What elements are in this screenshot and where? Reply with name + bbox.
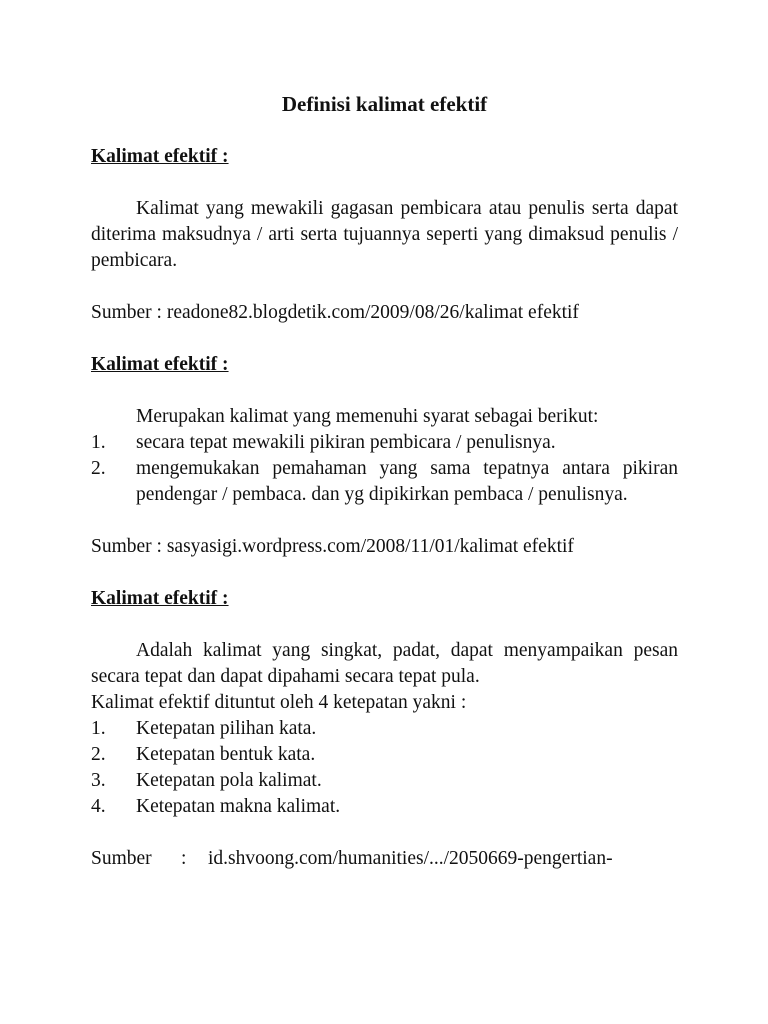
document-title: Definisi kalimat efektif — [281, 92, 488, 116]
list-item — [91, 794, 678, 820]
list-item — [91, 716, 678, 742]
list-text: Ketepatan pola kalimat. — [136, 770, 322, 791]
list-text: secara tepat mewakili pikiran pembicara / penulisnya. — [136, 432, 556, 453]
definition-paragraph: Kalimat yang mewakili gagasan pembicara atau penulis serta dapat diterima maksudnya / arti serta tujuannya seperti yang dimaksud penulis / pembicara. — [91, 198, 678, 271]
ketepatan-list — [91, 716, 678, 820]
source-value: id.shvoong.com/humanities/.../2050669-pengertian- — [208, 848, 613, 869]
document-page — [91, 90, 678, 872]
list-number: 1. — [91, 432, 106, 453]
list-number: 1. — [91, 718, 106, 739]
list-item — [91, 456, 678, 508]
list-text: Ketepatan makna kalimat. — [136, 796, 341, 817]
section-heading: Kalimat efektif : — [91, 588, 229, 609]
list-item — [91, 430, 678, 456]
source-line — [91, 846, 678, 872]
section-heading: Kalimat efektif : — [91, 146, 229, 167]
section-heading: Kalimat efektif : — [91, 354, 229, 375]
list-intro: Merupakan kalimat yang memenuhi syarat sebagai berikut: — [136, 406, 599, 427]
source-colon: : — [181, 848, 187, 869]
list-text: Ketepatan pilihan kata. — [136, 718, 317, 739]
ketepatan-intro: Kalimat efektif dituntut oleh 4 ketepatan yakni : — [91, 692, 467, 713]
list-number: 2. — [91, 458, 106, 479]
list-number: 4. — [91, 796, 106, 817]
list-number: 2. — [91, 744, 106, 765]
source-line: Sumber : sasyasigi.wordpress.com/2008/11/01/kalimat efektif — [91, 536, 574, 557]
requirements-list — [91, 430, 678, 508]
source-line: Sumber : readone82.blogdetik.com/2009/08/26/kalimat efektif — [91, 302, 579, 323]
list-item — [91, 742, 678, 768]
definition-paragraph: Adalah kalimat yang singkat, padat, dapat menyampaikan pesan secara tepat dan dapat dipahami secara tepat pula. — [91, 640, 678, 687]
source-label: Sumber — [91, 848, 152, 869]
list-text: Ketepatan bentuk kata. — [136, 744, 316, 765]
list-text: mengemukakan pemahaman yang sama tepatnya antara pikiran pendengar / pembaca. dan yg dipikirkan pembaca / penulisnya. — [136, 458, 678, 505]
list-number: 3. — [91, 770, 106, 791]
list-item — [91, 768, 678, 794]
